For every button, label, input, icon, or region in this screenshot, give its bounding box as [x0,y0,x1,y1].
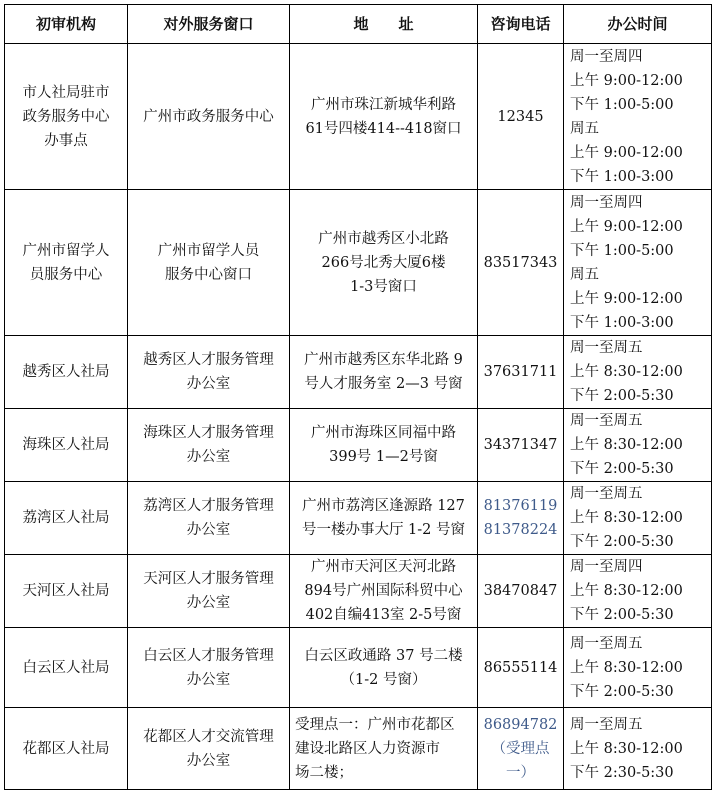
cell-address-line: 白云区政通路 37 号二楼 [304,647,463,664]
cell-address-line: 广州市荔湾区逢源路 127 [302,498,465,514]
cell-agency-line: 广州市留学人 [22,242,110,259]
cell-hours-line: 下午 1:00-5:00 [570,242,674,259]
cell-phone [478,409,564,482]
cell-window [128,708,290,790]
table-row [5,190,712,336]
cell-agency [5,708,128,790]
cell-address-line: 广州市珠江新城华利路 [311,96,456,113]
cell-hours-line: 周一至周四 [570,194,643,211]
cell-agency-line: 市人社局驻市 [22,84,110,101]
cell-address-line: 广州市海珠区同福中路 [311,425,456,441]
cell-address-line: 266号北秀大厦6楼 [321,254,446,271]
cell-hours [564,190,712,336]
table-header-row [5,5,712,44]
header-hours: 办公时间 [564,5,712,44]
cell-window-line: 办公室 [186,376,231,392]
cell-agency-line: 越秀区人社局 [22,364,110,380]
cell-address-line: 1-3号窗口 [350,278,417,295]
cell-address [290,336,478,409]
cell-hours-line: 上午 9:00-12:00 [570,72,683,89]
cell-hours-line: 下午 2:30-5:30 [570,764,674,781]
cell-window [128,44,290,190]
cell-agency-line: 白云区人社局 [22,659,110,676]
cell-agency [5,44,128,190]
cell-address-line: 402自编413室 2-5号窗 [305,607,462,623]
cell-agency-line: 政务服务中心 [22,108,110,125]
table-row [5,336,712,409]
cell-address [290,190,478,336]
cell-phone-line: 12345 [497,108,544,125]
cell-hours-line: 下午 1:00-3:00 [570,168,674,185]
header-address: 地 址 [290,5,478,44]
table-row [5,708,712,790]
cell-window-line: 办公室 [186,449,231,465]
table-row [5,44,712,190]
cell-hours-line: 上午 8:30-12:00 [570,583,683,599]
service-window-table [4,4,712,790]
cell-hours-line: 周一至周四 [570,48,643,65]
cell-window-line: 越秀区人才服务管理 [143,352,274,368]
cell-hours [564,44,712,190]
cell-hours [564,336,712,409]
cell-window-line: 办公室 [186,522,231,538]
header-agency: 初审机构 [5,5,128,44]
cell-agency [5,628,128,708]
cell-hours-line: 周一至周五 [570,340,643,356]
cell-agency [5,409,128,482]
cell-hours-line: 周五 [570,266,599,283]
cell-hours-line: 上午 8:30-12:00 [570,437,683,453]
cell-window-line: 广州市留学人员 [157,242,260,259]
cell-hours-line: 下午 2:00-5:30 [570,388,674,404]
cell-hours-line: 上午 9:00-12:00 [570,218,683,235]
cell-hours-line: 上午 8:30-12:00 [570,659,683,676]
cell-hours [564,555,712,628]
cell-agency-line: 荔湾区人社局 [22,510,110,526]
cell-address-line: 广州市越秀区东华北路 9 [304,352,463,368]
cell-phone [478,555,564,628]
cell-phone-line: 86555114 [483,659,558,676]
cell-hours-line: 下午 1:00-5:00 [570,96,674,113]
cell-address-line: 建设北路区人力资源市 [295,740,440,757]
cell-window-line: 花都区人才交流管理 [143,728,274,745]
cell-phone [478,190,564,336]
cell-agency [5,555,128,628]
cell-agency [5,336,128,409]
cell-phone [478,482,564,555]
cell-hours-line: 上午 9:00-12:00 [570,144,683,161]
cell-window [128,190,290,336]
cell-phone-line: 34371347 [483,437,558,453]
cell-hours [564,708,712,790]
cell-address [290,44,478,190]
cell-phone-line: 38470847 [483,583,558,599]
cell-hours-line: 上午 8:30-12:00 [570,364,683,380]
cell-agency-line: 花都区人社局 [22,740,110,757]
cell-hours-line: 周一至周四 [570,559,643,575]
cell-hours-line: 周一至周五 [570,716,643,733]
cell-phone-line: 83517343 [483,254,558,271]
cell-agency-line: 天河区人社局 [22,583,110,599]
cell-hours-line: 上午 9:00-12:00 [570,290,683,307]
cell-hours-line: 上午 8:30-12:00 [570,740,683,757]
cell-hours [564,409,712,482]
cell-hours [564,628,712,708]
cell-address-line: 广州市越秀区小北路 [318,230,449,247]
cell-phone-line: 81378224 [483,522,558,538]
cell-hours-line: 下午 2:00-5:30 [570,534,674,550]
cell-hours-line: 下午 2:00-5:30 [570,607,674,623]
cell-phone-line: 37631711 [483,364,558,380]
cell-agency [5,482,128,555]
cell-hours-line: 下午 2:00-5:30 [570,683,674,700]
cell-address [290,708,478,790]
cell-agency-line: 员服务中心 [29,266,103,283]
cell-window-line: 荔湾区人才服务管理 [143,498,274,514]
cell-window-line: 海珠区人才服务管理 [143,425,274,441]
cell-address [290,555,478,628]
cell-address-line: 号一楼办事大厅 1-2 号窗 [301,522,466,538]
cell-window [128,555,290,628]
cell-window [128,628,290,708]
cell-phone [478,336,564,409]
cell-hours-line: 下午 2:00-5:30 [570,461,674,477]
cell-address-line: 61号四楼414--418窗口 [305,120,462,137]
cell-phone-line: 81376119 [483,498,558,514]
cell-window [128,336,290,409]
cell-window-line: 白云区人才服务管理 [143,647,274,664]
cell-hours-line: 上午 8:30-12:00 [570,510,683,526]
cell-address [290,409,478,482]
cell-address [290,628,478,708]
cell-address-line: 号人才服务室 2—3 号窗 [304,376,463,392]
cell-address-line: （1-2 号窗） [340,671,427,688]
header-window: 对外服务窗口 [128,5,290,44]
table-row [5,409,712,482]
header-phone: 咨询电话 [478,5,564,44]
table-row [5,628,712,708]
cell-window-line: 天河区人才服务管理 [143,571,274,587]
table-row [5,482,712,555]
cell-phone-line: （受理点 [491,740,550,757]
cell-address-line: 场二楼； [295,764,353,781]
cell-phone-line: 86894782 [483,716,558,733]
cell-agency [5,190,128,336]
cell-phone-line: 一） [506,764,535,781]
cell-window [128,482,290,555]
cell-hours-line: 周一至周五 [570,635,643,652]
cell-address-line: 广州市天河区天河北路 [311,559,456,575]
cell-agency-line: 海珠区人社局 [22,437,110,453]
cell-address-line: 受理点一：广州市花都区 [295,716,455,733]
table-row [5,555,712,628]
cell-window-line: 办公室 [186,752,231,769]
cell-hours-line: 周一至周五 [570,413,643,429]
cell-phone [478,628,564,708]
cell-address-line: 894号广州国际科贸中心 [304,583,463,599]
cell-window-line: 办公室 [186,671,231,688]
cell-window-line: 服务中心窗口 [165,266,252,283]
cell-hours [564,482,712,555]
cell-agency-line: 办事点 [44,132,88,149]
cell-hours-line: 周一至周五 [570,486,643,502]
cell-window-line: 广州市政务服务中心 [143,108,274,125]
cell-phone [478,708,564,790]
cell-hours-line: 下午 1:00-3:00 [570,314,674,331]
cell-window-line: 办公室 [186,595,231,611]
cell-address-line: 399号 1—2号窗 [329,449,438,465]
cell-phone [478,44,564,190]
cell-hours-line: 周五 [570,120,599,137]
cell-address [290,482,478,555]
cell-window [128,409,290,482]
